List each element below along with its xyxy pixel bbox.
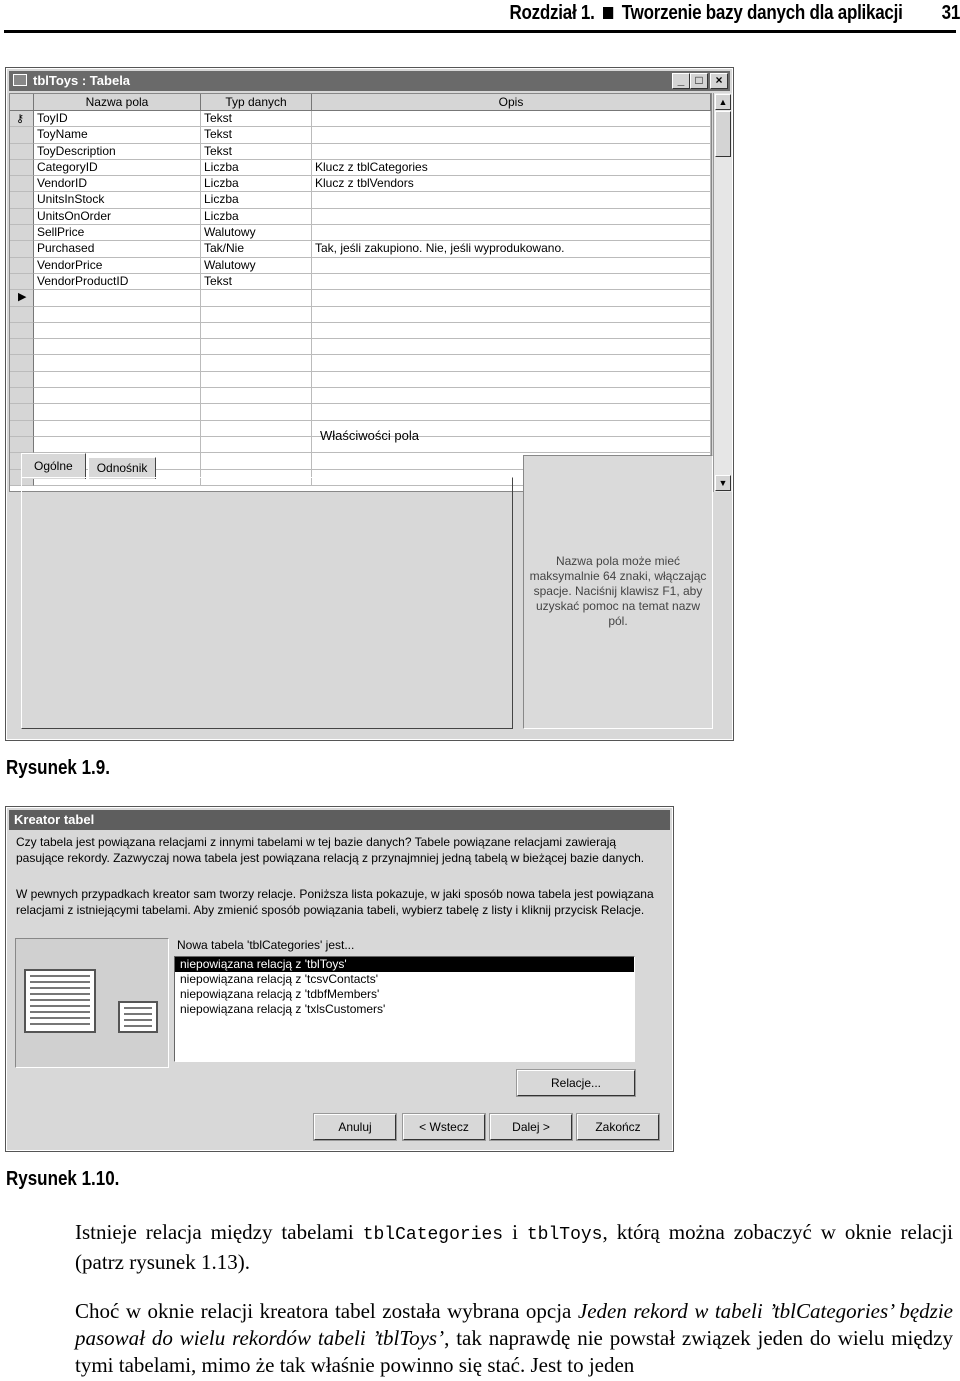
field-name-cell[interactable]: Purchased <box>34 241 201 257</box>
row-selector[interactable] <box>10 111 34 127</box>
text-run: i <box>503 1220 527 1244</box>
table-row[interactable] <box>10 225 711 241</box>
text-run: Choć w oknie relacji kreatora tabel została wybrana opcja <box>75 1299 578 1323</box>
data-type-cell[interactable]: Walutowy <box>201 225 312 241</box>
description-cell[interactable] <box>312 258 711 274</box>
help-text: Nazwa pola może mieć maksymalnie 64 znaki, włączając spacje. Naciśnij klawisz F1, aby uzyskać pomoc na temat nazw pól. <box>529 554 707 628</box>
primary-key-icon: ⚷ <box>16 113 25 125</box>
description-cell[interactable] <box>312 274 711 290</box>
scroll-up-icon[interactable]: ▲ <box>715 94 731 110</box>
table-row[interactable] <box>10 209 711 225</box>
description-cell[interactable] <box>312 225 711 241</box>
list-item[interactable]: niepowiązana relacją z 'tcsvContacts' <box>180 972 379 986</box>
data-type-cell[interactable] <box>201 388 312 404</box>
field-name-cell[interactable]: ToyName <box>34 127 201 143</box>
field-name-cell[interactable] <box>34 355 201 371</box>
table-row[interactable] <box>10 274 711 290</box>
table-row[interactable] <box>10 127 711 143</box>
back-button[interactable]: < Wstecz <box>403 1114 485 1140</box>
table-row[interactable] <box>10 323 711 339</box>
field-name-cell[interactable]: VendorPrice <box>34 258 201 274</box>
description-cell[interactable] <box>312 355 711 371</box>
tab-lookup[interactable]: Odnośnik <box>88 457 157 479</box>
data-type-cell[interactable] <box>201 404 312 420</box>
column-header-field-name[interactable]: Nazwa pola <box>34 94 201 111</box>
table-row[interactable] <box>10 388 711 404</box>
page-header <box>0 0 960 34</box>
row-selector[interactable] <box>10 307 34 323</box>
window-title: tblToys : Tabela <box>33 73 131 88</box>
table-row[interactable] <box>10 192 711 208</box>
row-selector[interactable] <box>10 258 34 274</box>
table-small-icon <box>118 1001 158 1033</box>
body-paragraph-2 <box>75 1298 953 1379</box>
square-bullet-icon <box>603 7 613 19</box>
description-cell[interactable]: Klucz z tblCategories <box>312 160 711 176</box>
chapter-title: Tworzenie bazy danych dla aplikacji <box>621 2 903 24</box>
table-row[interactable] <box>10 111 711 127</box>
table-row[interactable] <box>10 241 711 257</box>
data-type-cell[interactable]: Liczba <box>201 160 312 176</box>
window-titlebar[interactable] <box>9 71 730 91</box>
figure-caption-1-10: Rysunek 1.10. <box>6 1168 120 1190</box>
italic-option-text: Jeden rekord w tabeli ’tblCategories’ będzie pasował do wielu rekordów tabeli ’tblToys’ <box>75 1299 953 1350</box>
table-row[interactable] <box>10 144 711 160</box>
field-name-cell[interactable] <box>34 339 201 355</box>
relations-list-label: Nowa tabela 'tblCategories' jest... <box>177 938 355 952</box>
data-type-cell[interactable]: Walutowy <box>201 258 312 274</box>
data-type-cell[interactable]: Tekst <box>201 127 312 143</box>
table-row[interactable] <box>10 307 711 323</box>
text-run: Istnieje relacja między tabelami <box>75 1220 363 1244</box>
row-selector[interactable] <box>10 144 34 160</box>
scroll-down-icon[interactable]: ▼ <box>715 475 731 491</box>
data-type-cell[interactable] <box>201 307 312 323</box>
current-row-icon: ▶ <box>18 291 27 304</box>
field-name-cell[interactable] <box>34 372 201 388</box>
description-cell[interactable]: Tak, jeśli zakupiono. Nie, jeśli wyprodukowano. <box>312 241 711 257</box>
table-row[interactable] <box>10 404 711 420</box>
wizard-title[interactable]: Kreator tabel <box>9 810 670 830</box>
data-type-cell[interactable]: Liczba <box>201 176 312 192</box>
text-run: , tak naprawdę nie powstał związek jeden do wielu między tymi tabelami, mimo że tak właśnie powinno się stać. Jest to jeden <box>75 1326 954 1377</box>
text-run: , którą można zobaczyć w oknie relacji (patrz rysunek 1.13). <box>75 1220 953 1274</box>
table-row[interactable] <box>10 258 711 274</box>
column-header-description[interactable]: Opis <box>312 94 711 111</box>
table-grid-icon <box>24 969 96 1033</box>
data-type-cell[interactable] <box>201 372 312 388</box>
description-cell[interactable] <box>312 127 711 143</box>
description-cell[interactable] <box>312 307 711 323</box>
row-selector[interactable] <box>10 160 34 176</box>
field-name-cell[interactable]: CategoryID <box>34 160 201 176</box>
row-selector-header <box>10 94 34 111</box>
wizard-question-text: Czy tabela jest powiązana relacjami z innymi tabelami w tej bazie danych? Tabele powiązane relacjami zawierają pasujące rekordy. Zazwyczaj nowa tabela jest powiązana relacją z przynajmniej jedną tabelą w bieżącej bazie danych. <box>16 835 645 865</box>
row-selector[interactable] <box>10 372 34 388</box>
description-cell[interactable] <box>312 144 711 160</box>
description-cell[interactable] <box>312 339 711 355</box>
relations-button[interactable]: Relacje... <box>517 1070 635 1096</box>
row-selector[interactable] <box>10 225 34 241</box>
row-selector[interactable] <box>10 241 34 257</box>
row-selector[interactable] <box>10 209 34 225</box>
data-type-cell[interactable] <box>201 453 312 469</box>
field-name-cell[interactable] <box>34 307 201 323</box>
data-type-cell[interactable] <box>201 339 312 355</box>
table-row[interactable] <box>10 355 711 371</box>
help-panel <box>523 455 713 729</box>
description-cell[interactable] <box>312 404 711 420</box>
field-name-cell[interactable] <box>34 404 201 420</box>
field-properties-label: Właściwości pola <box>320 428 419 443</box>
data-type-cell[interactable]: Liczba <box>201 209 312 225</box>
description-cell[interactable] <box>312 388 711 404</box>
code-tblcategories: tblCategories <box>362 1225 504 1245</box>
finish-button[interactable]: Zakończ <box>577 1114 659 1140</box>
maximize-button[interactable]: □ <box>690 73 708 89</box>
data-type-cell[interactable] <box>201 323 312 339</box>
row-selector[interactable] <box>10 192 34 208</box>
data-type-cell[interactable]: Tekst <box>201 274 312 290</box>
table-row[interactable] <box>10 290 711 306</box>
description-cell[interactable] <box>312 192 711 208</box>
table-wizard-window <box>6 807 673 1151</box>
field-name-cell[interactable]: ToyDescription <box>34 144 201 160</box>
row-selector[interactable] <box>10 388 34 404</box>
row-selector[interactable] <box>10 127 34 143</box>
properties-tabs <box>21 457 158 479</box>
data-type-cell[interactable] <box>201 290 312 306</box>
description-cell[interactable] <box>312 372 711 388</box>
figure-caption-1-9: Rysunek 1.9. <box>6 757 110 779</box>
wizard-info-text: W pewnych przypadkach kreator sam tworzy relacje. Poniższa lista pokazuje, w jaki sposób nowa tabela jest powiązana relacjami z istniejącymi tabelami. Aby zmienić sposób powiązania tabeli, wybierz tabelę z listy i kliknij przycisk Relacje. <box>16 887 654 917</box>
table-design-window <box>6 68 733 740</box>
description-cell[interactable] <box>312 111 711 127</box>
list-item[interactable]: niepowiązana relacją z 'tblToys' <box>175 957 634 972</box>
relations-listbox[interactable] <box>174 956 635 1062</box>
running-head <box>509 2 960 25</box>
properties-panel <box>21 477 513 729</box>
header-rule <box>4 30 956 33</box>
grid-header <box>10 94 711 111</box>
wizard-illustration <box>15 938 169 1068</box>
data-type-cell[interactable] <box>201 355 312 371</box>
list-item[interactable]: niepowiązana relacją z 'txlsCustomers' <box>180 1002 386 1016</box>
field-name-cell[interactable]: VendorID <box>34 176 201 192</box>
cancel-button[interactable]: Anuluj <box>314 1114 396 1140</box>
chapter-label: Rozdział 1. <box>509 2 595 24</box>
row-selector[interactable] <box>10 404 34 420</box>
next-button[interactable]: Dalej > <box>490 1114 572 1140</box>
data-type-cell[interactable]: Tak/Nie <box>201 241 312 257</box>
close-button[interactable]: × <box>710 73 728 89</box>
data-type-cell[interactable]: Liczba <box>201 192 312 208</box>
field-name-cell[interactable]: ToyID <box>34 111 201 127</box>
field-name-cell[interactable]: UnitsInStock <box>34 192 201 208</box>
field-name-cell[interactable] <box>34 388 201 404</box>
data-type-cell[interactable]: Tekst <box>201 144 312 160</box>
field-name-cell[interactable]: UnitsOnOrder <box>34 209 201 225</box>
tab-general[interactable]: Ogólne <box>21 453 86 479</box>
table-row[interactable] <box>10 176 711 192</box>
description-cell[interactable] <box>312 209 711 225</box>
code-tbltoys: tblToys <box>526 1225 603 1245</box>
table-icon <box>13 74 27 86</box>
table-row[interactable] <box>10 339 711 355</box>
data-type-cell[interactable]: Tekst <box>201 111 312 127</box>
row-selector[interactable] <box>10 290 34 306</box>
row-selector[interactable] <box>10 323 34 339</box>
description-cell[interactable]: Klucz z tblVendors <box>312 176 711 192</box>
minimize-button[interactable]: _ <box>672 73 690 89</box>
description-cell[interactable] <box>312 290 711 306</box>
field-name-cell[interactable]: SellPrice <box>34 225 201 241</box>
row-selector[interactable] <box>10 339 34 355</box>
table-row[interactable] <box>10 160 711 176</box>
description-cell[interactable] <box>312 323 711 339</box>
field-name-cell[interactable] <box>34 290 201 306</box>
field-name-cell[interactable] <box>34 323 201 339</box>
row-selector[interactable] <box>10 355 34 371</box>
body-paragraph-1 <box>75 1219 953 1276</box>
scroll-thumb[interactable] <box>715 111 731 157</box>
field-name-cell[interactable]: VendorProductID <box>34 274 201 290</box>
table-row[interactable] <box>10 372 711 388</box>
page-number: 31 <box>941 2 960 24</box>
row-selector[interactable] <box>10 274 34 290</box>
column-header-data-type[interactable]: Typ danych <box>201 94 312 111</box>
list-item[interactable]: niepowiązana relacją z 'tdbfMembers' <box>180 987 380 1001</box>
row-selector[interactable] <box>10 176 34 192</box>
